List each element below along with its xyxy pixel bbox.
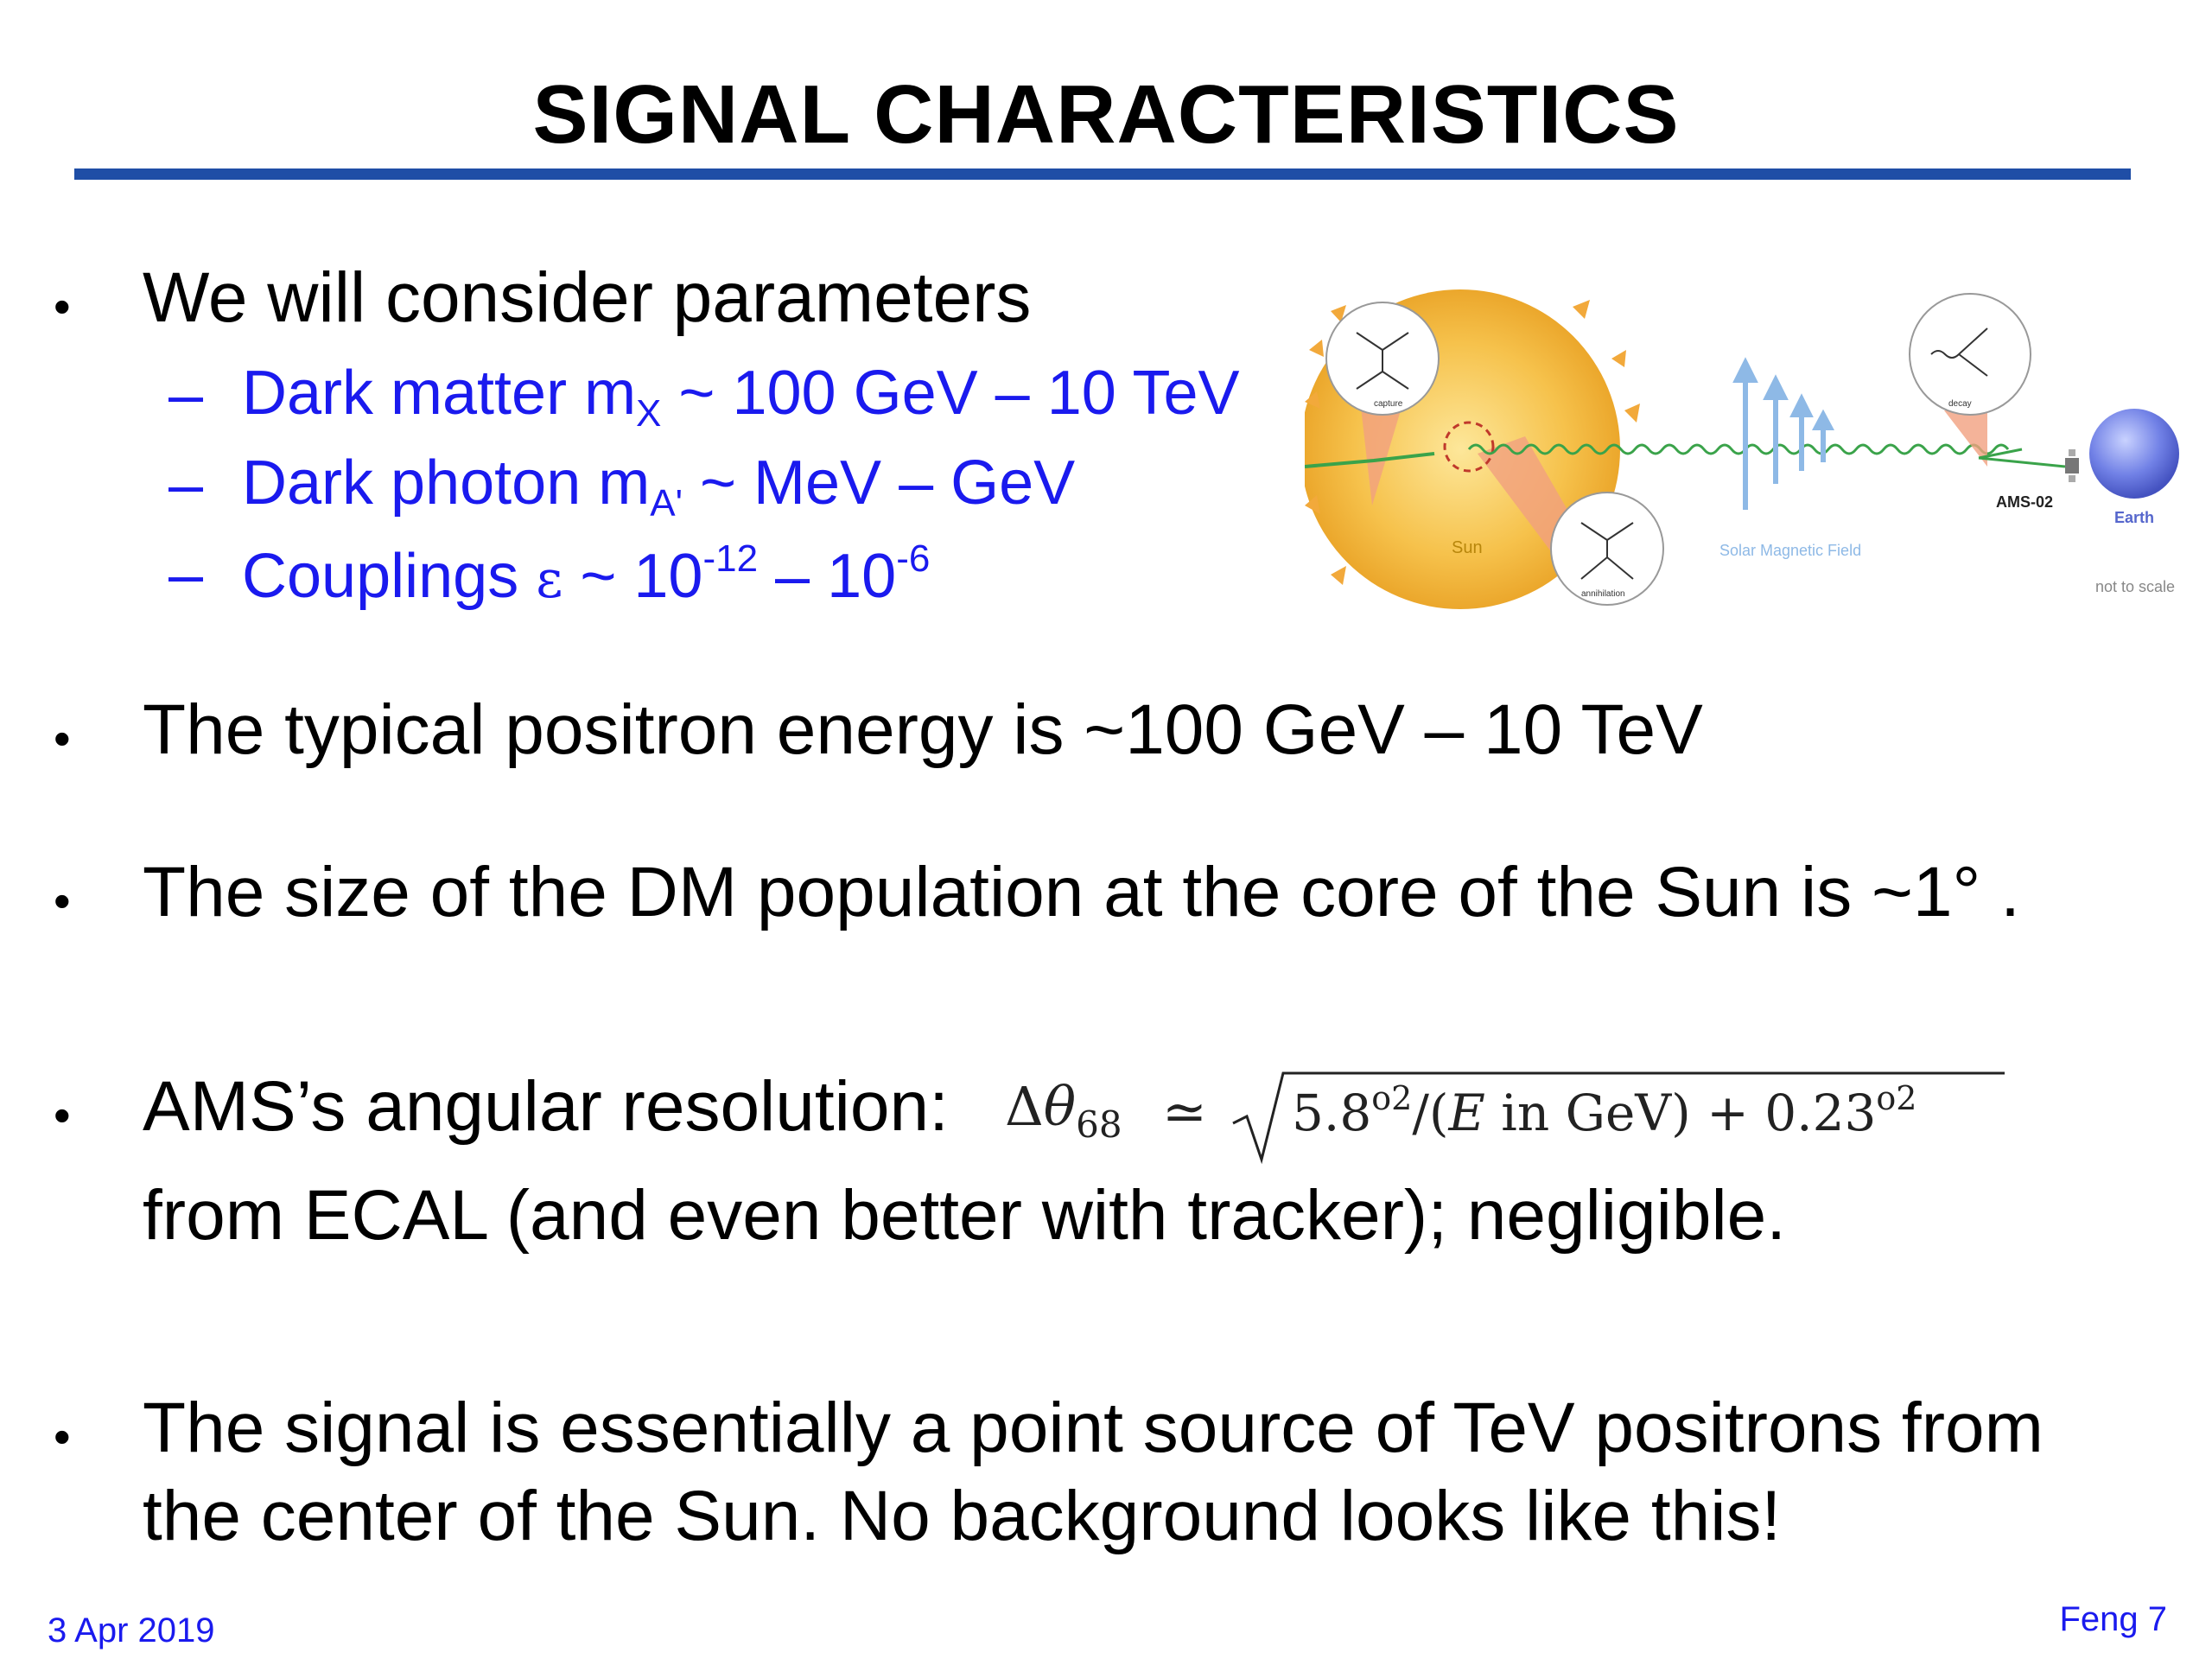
slide-title: SIGNAL CHARACTERISTICS [532, 68, 1680, 161]
bullet-mark: • [54, 1409, 71, 1464]
bullet-mark: • [54, 279, 71, 334]
bullet-parameters: We will consider parameters [143, 258, 1032, 337]
footer-page-number: Feng 7 [2059, 1600, 2167, 1638]
scale-note: not to scale [2095, 578, 2176, 595]
bullet-dm-population: The size of the DM population at the core of the Sun is ~1° . [143, 853, 2020, 931]
earth-icon [2089, 409, 2179, 499]
svg-text:≃: ≃ [1162, 1080, 1207, 1143]
bullet-angular-resolution: AMS’s angular resolution: [143, 1067, 949, 1146]
detector-label: AMS-02 [1996, 493, 2054, 511]
title-underline [74, 168, 2131, 180]
bullet-mark: • [54, 1088, 71, 1142]
svg-text:annihilation: annihilation [1581, 589, 1625, 599]
field-label: Solar Magnetic Field [1719, 542, 1862, 559]
sub-couplings: Couplings ε ~ $10^{-12} - 10^{-6}$ [242, 537, 931, 611]
svg-text:Δθ68: $\Delta\theta_{68}$ [1005, 1075, 1122, 1146]
decay-feynman-bubble [1910, 294, 2031, 415]
bullet-point-source-line2: the center of the Sun. No background looks like this! [143, 1477, 1782, 1555]
sun-label: Sun [1452, 538, 1483, 557]
dash-mark: – [168, 540, 204, 609]
bullet-mark: • [54, 874, 71, 928]
footer-date: 3 Apr 2019 [48, 1611, 215, 1649]
ams-detector-icon [2065, 458, 2079, 474]
sub-dark-photon-mass: Dark photon $m_{A'}$ ~ MeV – GeV [242, 448, 1076, 524]
solar-field-arrows [1737, 363, 1830, 510]
angular-resolution-formula [998, 1063, 2009, 1166]
sub-dark-matter-mass: Dark matter $m_X$ ~ 100 GeV – 10 TeV [242, 359, 1240, 435]
bullet-point-source-line1: The signal is essentially a point source of TeV positrons from [143, 1389, 2044, 1467]
bullet-positron-energy: The typical positron energy is ~100 GeV – 10 TeV [143, 690, 1703, 769]
svg-text:capture: capture [1374, 399, 1403, 409]
svg-text:decay: decay [1948, 399, 1972, 409]
bullet-mark: • [54, 711, 71, 766]
earth-label: Earth [2114, 509, 2155, 526]
dash-mark: – [168, 450, 204, 519]
sun-dark-photon-diagram [1305, 281, 2186, 609]
dash-mark: – [168, 360, 204, 429]
svg-text:5.8o2/(E in GeV) + 0.23o2: $5.8^{o2}/(E$ in $GeV) + 0.23^{o2}$ [1292, 1079, 1917, 1142]
bullet-angular-resolution-cont: from ECAL (and even better with tracker); negligible. [143, 1176, 1787, 1255]
